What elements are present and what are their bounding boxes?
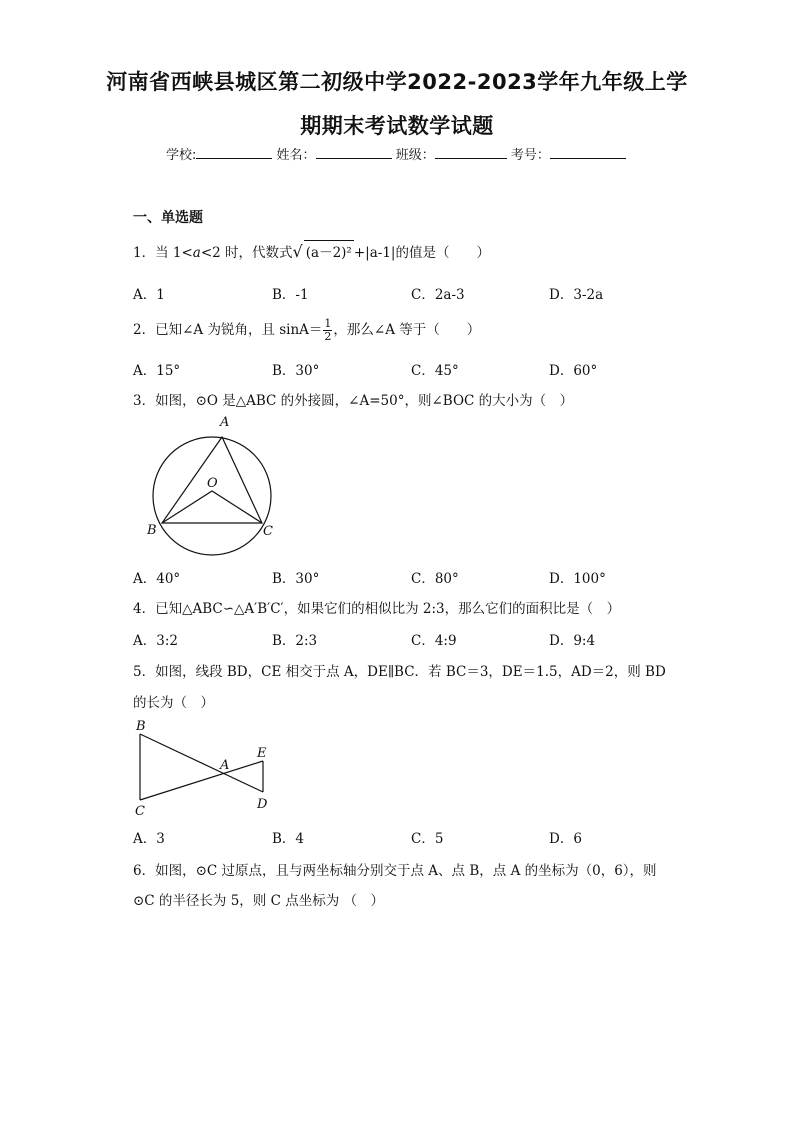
question-2: [133, 318, 480, 343]
student-info-row: [166, 144, 626, 163]
question-6-line-1: 6．如图，⊙C 过原点，且与两坐标轴分别交于点 A、点 B，点 A 的坐标为（0，6），则: [133, 863, 657, 879]
label-c: C: [135, 804, 145, 819]
q1-option-b[interactable]: B．-1: [272, 287, 309, 303]
circumcircle-figure: [140, 412, 290, 558]
name-label: 姓名：: [276, 148, 316, 163]
label-a: A: [220, 415, 230, 430]
question-5-line-1: 5．如图，线段 BD，CE 相交于点 A，DE∥BC．若 BC＝3，DE＝1.5，AD＝2，则 BD: [133, 664, 666, 680]
label-o: O: [207, 476, 218, 491]
q2-option-b[interactable]: B．30°: [272, 363, 320, 379]
label-c: C: [263, 524, 273, 539]
question-4-options: [133, 629, 693, 647]
q4-option-b[interactable]: B．2:3: [272, 633, 318, 649]
q5-option-c[interactable]: C．5: [411, 831, 444, 847]
question-3-options: [133, 567, 693, 585]
intersecting-segments-figure: [130, 716, 280, 820]
q2-text-b: ，那么∠A 等于（ ）: [333, 322, 481, 338]
q5-option-b[interactable]: B．4: [272, 831, 305, 847]
question-6-line-2: ⊙C 的半径长为 5，则 C 点坐标为 （ ）: [133, 893, 385, 909]
label-d: D: [257, 797, 268, 812]
q1-sqrt-expr: (a－2)²: [304, 240, 354, 261]
q2-frac-num: 1: [324, 317, 332, 330]
segment-ce: [140, 761, 263, 800]
label-b: B: [136, 719, 146, 734]
q1-option-d[interactable]: D．3-2a: [549, 287, 604, 303]
question-4: 4．已知△ABC∽△A′B′C′，如果它们的相似比为 2:3，那么它们的面积比是（ ）: [133, 601, 621, 617]
q4-option-c[interactable]: C．4:9: [411, 633, 457, 649]
class-blank[interactable]: [435, 146, 507, 159]
q3-option-c[interactable]: C．80°: [411, 571, 459, 587]
school-label: 学校:: [166, 148, 197, 163]
question-2-options: [133, 359, 693, 377]
label-e: E: [257, 746, 267, 761]
school-blank[interactable]: [196, 146, 272, 159]
q2-option-d[interactable]: D．60°: [549, 363, 598, 379]
q1-option-c[interactable]: C．2a-3: [411, 287, 465, 303]
exam-title-line-2: 期期末考试数学试题: [300, 114, 494, 138]
angle-boc: [162, 491, 262, 523]
number-label: 考号：: [510, 148, 550, 163]
q2-option-a[interactable]: A．15°: [133, 363, 181, 379]
name-blank[interactable]: [316, 146, 392, 159]
q5-option-d[interactable]: D．6: [549, 831, 582, 847]
question-3: 3．如图，⊙O 是△ABC 的外接圆，∠A=50°，则∠BOC 的大小为（ ）: [133, 393, 574, 409]
label-a: A: [220, 758, 230, 773]
question-1: [133, 240, 490, 261]
q2-text-a: 2．已知∠A 为锐角，且 sinA＝: [133, 322, 323, 338]
radical-sign-icon: √: [292, 242, 303, 261]
q2-frac-den: 2: [324, 330, 332, 343]
q2-fraction: [323, 318, 332, 343]
exam-title-line-1: 河南省西峡县城区第二初级中学2022-2023学年九年级上学: [106, 70, 688, 94]
section-heading: 一、单选题: [133, 210, 203, 226]
q1-text-c: +|a-1|的值是（ ）: [353, 245, 490, 261]
q4-option-a[interactable]: A．3:2: [133, 633, 178, 649]
q3-option-a[interactable]: A．40°: [133, 571, 181, 587]
question-5-options: [133, 827, 693, 845]
segment-bd: [140, 734, 263, 792]
q2-option-c[interactable]: C．45°: [411, 363, 459, 379]
q3-option-b[interactable]: B．30°: [272, 571, 320, 587]
q1-option-a[interactable]: A．1: [133, 287, 165, 303]
question-1-options: [133, 283, 693, 301]
question-5-line-2: 的长为（ ）: [133, 695, 214, 711]
q5-option-a[interactable]: A．3: [133, 831, 165, 847]
q1-var: a: [192, 245, 201, 261]
q3-option-d[interactable]: D．100°: [549, 571, 606, 587]
q4-option-d[interactable]: D．9:4: [549, 633, 596, 649]
circle-o: [153, 437, 271, 555]
q1-text-b: <2 时，代数式: [200, 245, 293, 261]
number-blank[interactable]: [550, 146, 626, 159]
q1-text-a: 1．当 1<: [133, 245, 193, 261]
class-label: 班级：: [395, 148, 435, 163]
label-b: B: [147, 523, 157, 538]
